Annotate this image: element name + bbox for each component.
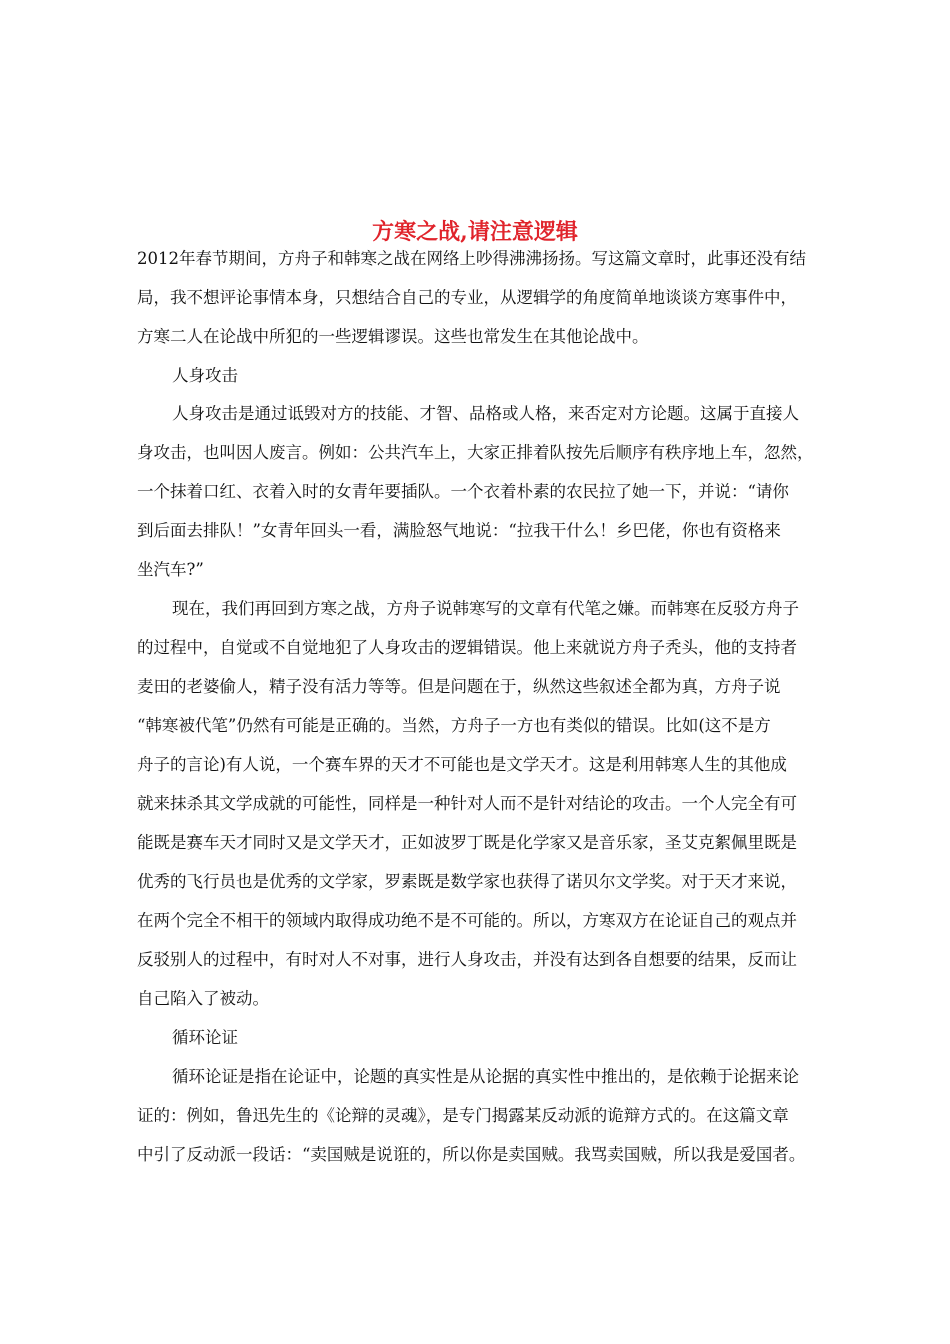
section-heading: 循环论证 <box>172 1028 238 1047</box>
body-line: “韩寒被代笔”仍然有可能是正确的。当然，方舟子一方也有类似的错误。比如(这不是方 <box>137 716 771 735</box>
body-line: 就来抹杀其文学成就的可能性，同样是一种针对人而不是针对结论的攻击。一个人完全有可 <box>137 794 797 813</box>
section-heading: 人身攻击 <box>172 366 238 385</box>
body-line: 中引了反动派一段话：“卖国贼是说诳的，所以你是卖国贼。我骂卖国贼，所以我是爱国者。 <box>137 1145 806 1164</box>
body-line: 自己陷入了被动。 <box>137 989 269 1008</box>
body-line: 身攻击，也叫因人废言。例如：公共汽车上，大家正排着队按先后顺序有秩序地上车，忽然， <box>137 443 814 462</box>
body-line: 麦田的老婆偷人，精子没有活力等等。但是问题在于，纵然这些叙述全都为真，方舟子说 <box>137 677 781 696</box>
body-line: 舟子的言论)有人说，一个赛车界的天才不可能也是文学天才。这是利用韩寒人生的其他成 <box>137 755 787 774</box>
body-line: 局，我不想评论事情本身，只想结合自己的专业，从逻辑学的角度简单地谈谈方寒事件中， <box>137 288 797 307</box>
body-line: 2012年春节期间，方舟子和韩寒之战在网络上吵得沸沸扬扬。写这篇文章时，此事还没有结 <box>137 249 806 268</box>
body-line: 坐汽车?” <box>137 560 204 579</box>
body-line: 证的：例如，鲁迅先生的《论辩的灵魂》，是专门揭露某反动派的诡辩方式的。在这篇文章 <box>137 1106 789 1125</box>
body-line: 人身攻击是通过诋毁对方的技能、才智、品格或人格，来否定对方论题。这属于直接人 <box>172 404 799 423</box>
body-line: 能既是赛车天才同时又是文学天才，正如波罗丁既是化学家又是音乐家，圣艾克絮佩里既是 <box>137 833 797 852</box>
body-line: 现在，我们再回到方寒之战，方舟子说韩寒写的文章有代笔之嫌。而韩寒在反驳方舟子 <box>172 599 799 618</box>
body-line: 方寒二人在论战中所犯的一些逻辑谬误。这些也常发生在其他论战中。 <box>137 327 649 346</box>
body-line: 的过程中，自觉或不自觉地犯了人身攻击的逻辑错误。他上来就说方舟子秃头，他的支持者 <box>137 638 797 657</box>
body-line: 到后面去排队！”女青年回头一看，满脸怒气地说：“拉我干什么！乡巴佬，你也有资格来 <box>137 521 781 540</box>
body-line: 循环论证是指在论证中，论题的真实性是从论据的真实性中推出的，是依赖于论据来论 <box>172 1067 799 1086</box>
body-line: 反驳别人的过程中，有时对人不对事，进行人身攻击，并没有达到各自想要的结果，反而让 <box>137 950 797 969</box>
body-line: 优秀的飞行员也是优秀的文学家，罗素既是数学家也获得了诺贝尔文学奖。对于天才来说， <box>137 872 797 891</box>
body-line: 一个抹着口红、衣着入时的女青年要插队。一个衣着朴素的农民拉了她一下，并说：“请你 <box>137 482 789 501</box>
body-line: 在两个完全不相干的领域内取得成功绝不是不可能的。所以，方寒双方在论证自己的观点并 <box>137 911 797 930</box>
document-title: 方寒之战,请注意逻辑 <box>372 219 578 245</box>
